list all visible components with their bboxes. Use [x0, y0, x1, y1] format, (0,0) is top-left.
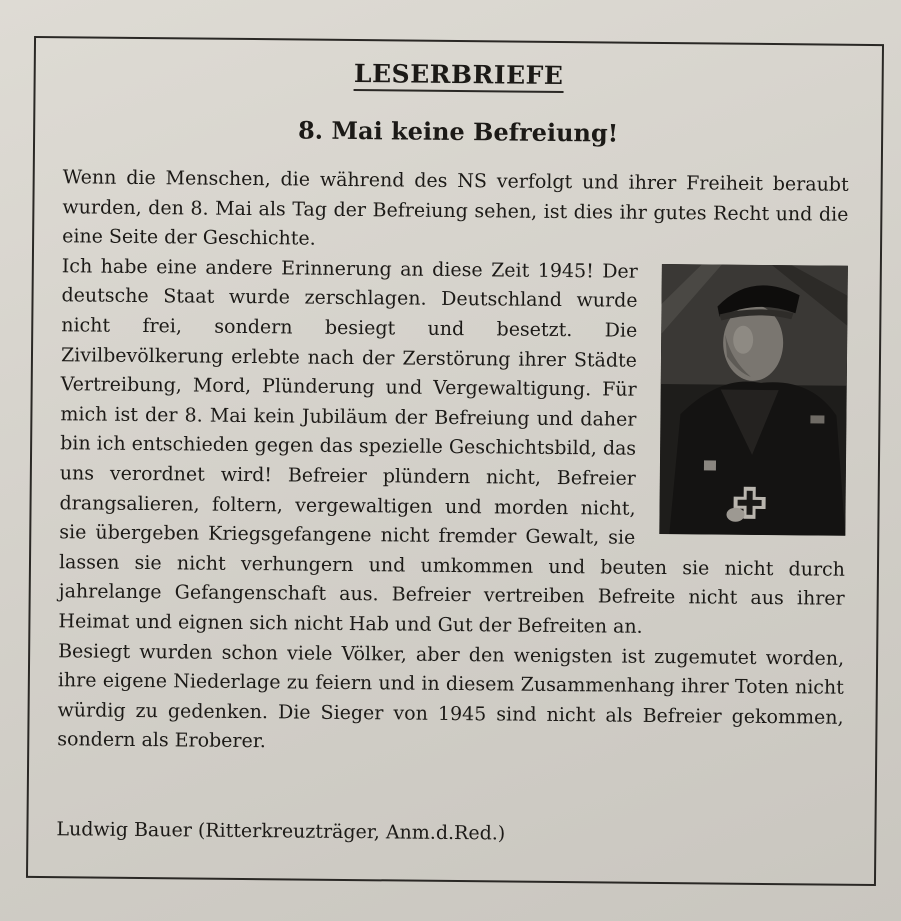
- letter-signature: Ludwig Bauer (Ritterkreuzträger, Anm.d.Red.): [56, 818, 506, 845]
- portrait-illustration: [659, 264, 848, 536]
- section-heading: [36, 56, 882, 93]
- letter-box: [26, 36, 884, 886]
- paragraph-1: Wenn die Menschen, die während des NS verfolgt und ihrer Freiheit beraubt wurden, den 8. Mai als Tag der Befreiung sehen, ist dies ihr gutes Recht und die eine Seite der Geschichte.: [62, 166, 849, 250]
- soldier-portrait-photo: [659, 264, 848, 536]
- paragraph-2: Ich habe eine andere Erinnerung an diese Zeit 1945! Der deutsche Staat wurde zerschlagen. Deutschland wurde nicht frei, sondern besiegt und besetzt. Die Zivilbevölkerung erlebte nach der Zerstörung ihrer Städte Vertreibung, Mord, Plünderung und Vergewaltigung. Für mich ist der 8. Mai kein Jubiläum der Befreiung und daher bin ich entschieden gegen das spezielle Geschichtsbild, das uns verordnet wird! Befreier plündern nicht, Befreier drangsalieren, foltern, vergewaltigen und morden nicht, sie übergeben Kriegsgefangene nicht fremder Gewalt, sie lassen sie nicht verhungern und umkommen und beuten sie nicht durch jahrelange Gefangenschaft aus. Befreier vertreiben Befreite nicht aus ihrer Heimat und eignen sich nicht Hab und Gut der Befreiten an.: [58, 254, 846, 638]
- letter-title: 8. Mai keine Befreiung!: [297, 115, 619, 148]
- section-heading-text: LESERBRIEFE: [354, 59, 564, 93]
- letter-body: [57, 163, 849, 762]
- paragraph-3: Besiegt wurden schon viele Völker, aber den wenigsten ist zugemutet worden, ihre eigene Niederlage zu feiern und in diesem Zusammenhang ihrer Toten nicht würdig zu gedenken. Die Sieger von 1945 sind nicht als Befreier gekommen, sondern als Eroberer.: [57, 639, 845, 753]
